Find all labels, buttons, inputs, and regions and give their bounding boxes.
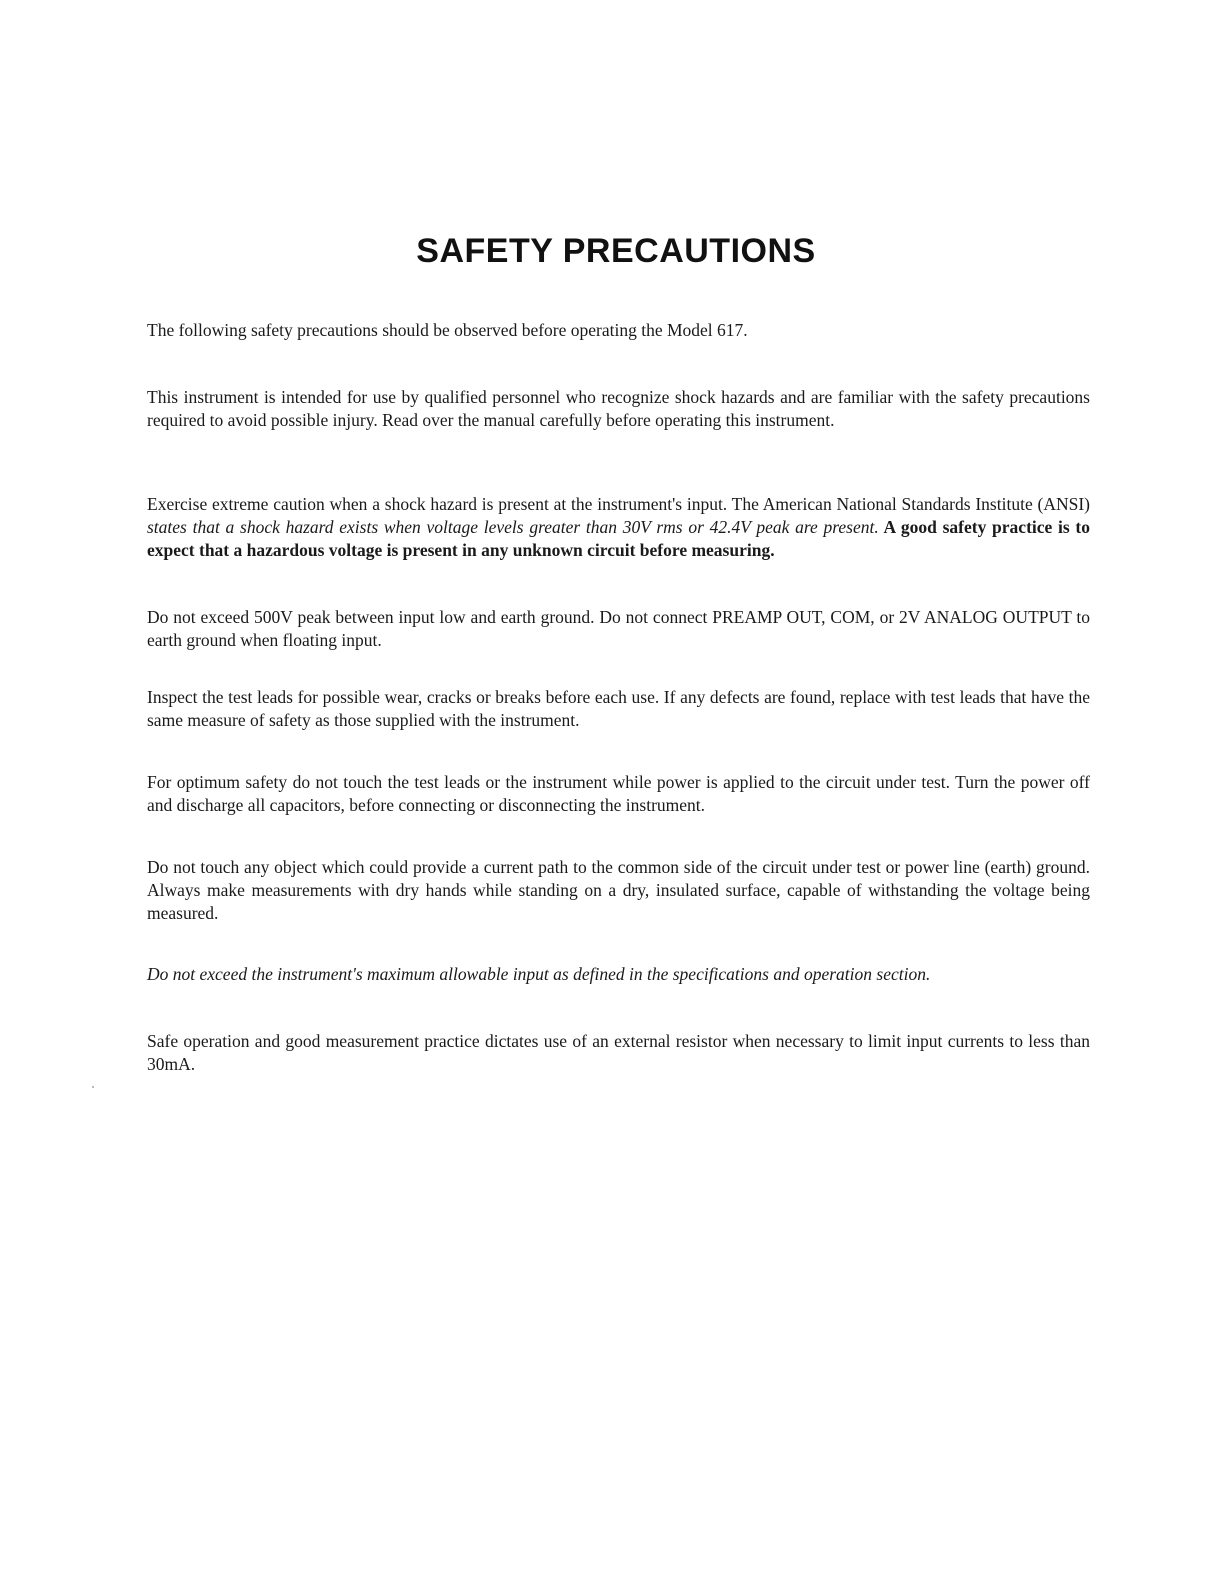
safety-practice-text: A good safety practice is to expect that a hazardous voltage is present in any unknown circuit before measuring.: [147, 517, 1090, 560]
shock-hazard-text: Exercise extreme caution when a shock hazard is present at the instrument's input. The American National Standards Institute (ANSI): [147, 494, 1090, 514]
paragraph-qualified-personnel: This instrument is intended for use by qualified personnel who recognize shock hazards and are familiar with the safety precautions required to avoid possible injury. Read over the manual carefully before operating this instrument.: [147, 387, 1090, 430]
page-title: SAFETY PRECAUTIONS: [416, 232, 816, 270]
paragraph-voltage-limit: Do not exceed 500V peak between input low and earth ground. Do not connect PREAMP OUT, COM, or 2V ANALOG OUTPUT to earth ground when floating input.: [147, 607, 1090, 650]
paragraph-maximum-input: Do not exceed the instrument's maximum allowable input as defined in the specifications and operation section.: [147, 964, 931, 984]
paragraph-external-resistor: Safe operation and good measurement practice dictates use of an external resistor when necessary to limit input currents to less than 30mA.: [147, 1031, 1090, 1074]
paragraph-optimum-safety: For optimum safety do not touch the test leads or the instrument while power is applied to the circuit under test. Turn the power off and discharge all capacitors, before connecting or disconnecting the instrument.: [147, 772, 1090, 815]
paragraph-model-intro: The following safety precautions should be observed before operating the Model 617.: [147, 320, 748, 340]
paragraph-current-path: Do not touch any object which could provide a current path to the common side of the circuit under test or power line (earth) ground. Always make measurements with dry hands while standing on a dry, insulated surface, capable of withstanding the voltage being measured.: [147, 857, 1090, 923]
paragraph-shock-hazard: [147, 493, 1090, 562]
scan-speck: [92, 1086, 94, 1088]
paragraph-test-leads: Inspect the test leads for possible wear, cracks or breaks before each use. If any defects are found, replace with test leads that have the same measure of safety as those supplied with the instrument.: [147, 687, 1090, 730]
ansi-statement-text: states that a shock hazard exists when voltage levels greater than 30V rms or 42.4V peak are present.: [147, 517, 879, 537]
